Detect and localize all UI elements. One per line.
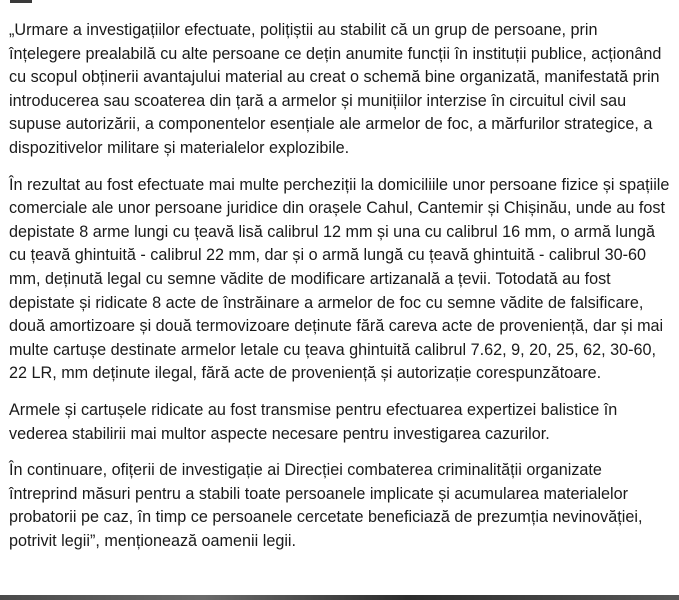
cropped-header-fragment bbox=[10, 0, 32, 3]
article-paragraph-2: În rezultat au fost efectuate mai multe percheziții la domiciliile unor persoane fizice și spațiile comerciale ale unor persoane juridice din orașele Cahul, Cantemir și Chișinău, unde au fost depistate 8 arme lungi cu țeavă lisă calibrul 12 mm și una cu calibrul 16 mm, o armă lungă cu țeavă ghintuită - calibrul 22 mm, dar și o armă lungă cu țeavă ghintuită - calibrul 30-60 mm, deținută legal cu semne vădite de modificare artizanală a țevii. Totodată au fost depistate și ridicate 8 acte de înstrăinare a armelor de foc cu semne vădite de falsificare, două amortizoare și două termovizoare deținute fără careva acte de proveniență, dar și mai multe cartușe destinate armelor letale cu țeava ghintuită calibrul 7.62, 9, 20, 25, 62, 30-60, 22 LR, mm deținute ilegal, fără acte de proveniență și autorizație corespunzătoare. bbox=[9, 175, 670, 383]
article-paragraph-3: Armele și cartușele ridicate au fost transmise pentru efectuarea expertizei balistice în vederea stabilirii mai multor aspecte necesare pentru investigarea cazurilor. bbox=[9, 400, 618, 443]
article-body bbox=[9, 19, 673, 566]
cropped-bottom-image-edge bbox=[0, 595, 679, 600]
cropped-top-edge bbox=[0, 0, 679, 6]
article-paragraph-4: În continuare, ofițerii de investigație ai Direcției combaterea criminalității organizate întreprind măsuri pentru a stabili toate persoanele implicate și acumularea materialelor probatorii pe caz, în timp ce persoanele cercetate beneficiază de prezumția nevinovăției, potrivit legii”, menționează oamenii legii. bbox=[9, 461, 643, 550]
article-paragraph-1: „Urmare a investigațiilor efectuate, polițiștii au stabilit că un grup de persoane, prin înțelegere prealabilă cu alte persoane ce dețin anumite funcții în instituții publice, acționând cu scopul obținerii avantajului material au creat o schemă bine organizată, manifestată prin introducerea sau scoaterea din țară a armelor și munițiilor interzise în circuitul civil sau supuse autorizării, a componentelor esențiale ale armelor de foc, a mărfurilor strategice, a dispozitivelor militare și materialelor explozibile. bbox=[9, 21, 662, 157]
